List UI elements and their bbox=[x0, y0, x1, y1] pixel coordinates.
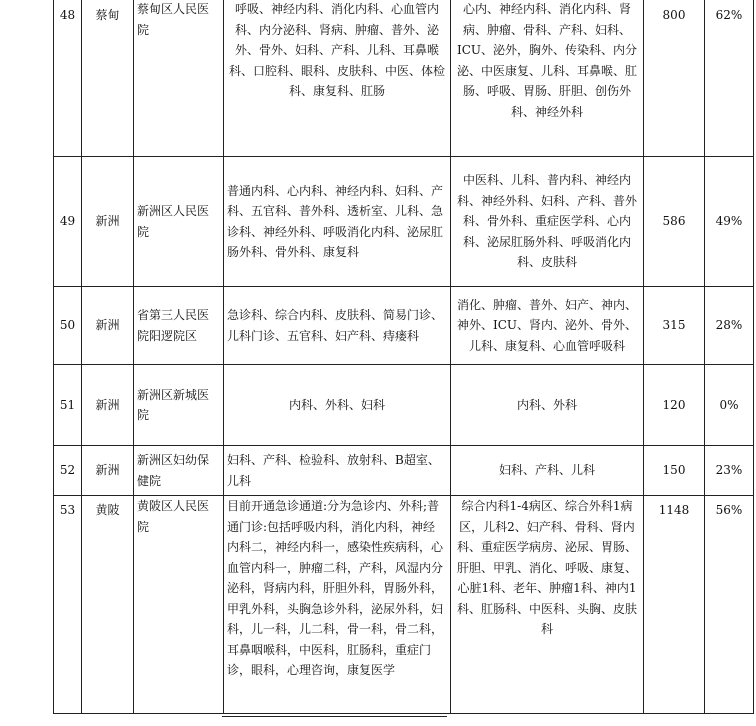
row-number: 48 bbox=[54, 0, 82, 157]
target-departments-cell: 消化、肿瘤、普外、妇产、神内、神外、ICU、肾内、泌外、骨外、儿科、康复科、心血管呼吸科 bbox=[451, 287, 644, 365]
ratio-cell: 0% bbox=[705, 365, 754, 446]
beds-cell: 586 bbox=[644, 157, 705, 287]
ratio-cell: 28% bbox=[705, 287, 754, 365]
hospital-name-cell: 新洲区妇幼保健院 bbox=[134, 446, 224, 496]
hospital-name-cell: 新洲区新城医院 bbox=[134, 365, 224, 446]
row-number: 53 bbox=[54, 496, 82, 714]
table-row bbox=[54, 157, 754, 287]
table-row bbox=[54, 0, 754, 157]
beds-cell: 120 bbox=[644, 365, 705, 446]
divider-line bbox=[222, 716, 447, 717]
open-departments-cell: 呼吸、神经内科、消化内科、心血管内科、内分泌科、肾病、肿瘤、普外、泌外、骨外、妇科、产科、儿科、耳鼻喉科、口腔科、眼科、皮肤科、中医、体检科、康复科、肛肠 bbox=[224, 0, 451, 157]
hospital-name-cell: 黄陂区人民医院 bbox=[134, 496, 224, 714]
beds-cell: 800 bbox=[644, 0, 705, 157]
open-departments-cell: 目前开通急诊通道:分为急诊内、外科;普通门诊:包括呼吸内科，消化内科，神经内科二，神经内科一，感染性疾病科，心血管内科一，肿瘤二科，产科，风湿内分泌科，肾病内科，肝胆外科，胃肠外科，甲乳外科，头胸急诊外科，泌尿外科，妇科，儿一科，儿二科，骨一科，骨二科，耳鼻咽喉科，中医科，肛肠科，重症门诊，眼科，心理咨询，康复医学 bbox=[224, 496, 451, 714]
district-cell: 蔡甸 bbox=[82, 0, 134, 157]
hospital-name-cell: 蔡甸区人民医院 bbox=[134, 0, 224, 157]
district-cell: 新洲 bbox=[82, 446, 134, 496]
open-departments-cell: 内科、外科、妇科 bbox=[224, 365, 451, 446]
table-row bbox=[54, 365, 754, 446]
ratio-cell: 62% bbox=[705, 0, 754, 157]
row-number: 52 bbox=[54, 446, 82, 496]
open-departments-cell: 急诊科、综合内科、皮肤科、简易门诊、儿科门诊、五官科、妇产科、痔瘘科 bbox=[224, 287, 451, 365]
beds-cell: 315 bbox=[644, 287, 705, 365]
table-row bbox=[54, 287, 754, 365]
hospital-table bbox=[53, 0, 754, 714]
table-row bbox=[54, 496, 754, 714]
ratio-cell: 56% bbox=[705, 496, 754, 714]
ratio-cell: 23% bbox=[705, 446, 754, 496]
district-cell: 新洲 bbox=[82, 287, 134, 365]
table-row bbox=[54, 446, 754, 496]
beds-cell: 150 bbox=[644, 446, 705, 496]
target-departments-cell: 内科、外科 bbox=[451, 365, 644, 446]
district-cell: 新洲 bbox=[82, 365, 134, 446]
ratio-cell: 49% bbox=[705, 157, 754, 287]
hospital-name-cell: 新洲区人民医院 bbox=[134, 157, 224, 287]
open-departments-cell: 妇科、产科、检验科、放射科、B超室、儿科 bbox=[224, 446, 451, 496]
beds-cell: 1148 bbox=[644, 496, 705, 714]
row-number: 51 bbox=[54, 365, 82, 446]
target-departments-cell: 中医科、儿科、普内科、神经内科、神经外科、妇科、产科、普外科、骨外科、重症医学科、心内科、泌尿肛肠外科、呼吸消化内科、皮肤科 bbox=[451, 157, 644, 287]
open-departments-cell: 普通内科、心内科、神经内科、妇科、产科、五官科、普外科、透析室、儿科、急诊科、神经外科、呼吸消化内科、泌尿肛肠外科、骨外科、康复科 bbox=[224, 157, 451, 287]
district-cell: 黄陂 bbox=[82, 496, 134, 714]
district-cell: 新洲 bbox=[82, 157, 134, 287]
target-departments-cell: 妇科、产科、儿科 bbox=[451, 446, 644, 496]
target-departments-cell: 综合内科1-4病区、综合外科1病区，儿科2、妇产科、骨科、肾内科、重症医学病房、泌尿、胃肠、肝胆、甲乳、消化、呼吸、康复、心脏1科、老年、肿瘤1科、神内1科、肛肠科、中医科、头胸、皮肤科 bbox=[451, 496, 644, 714]
row-number: 49 bbox=[54, 157, 82, 287]
target-departments-cell: 心内、神经内科、消化内科、肾病、肿瘤、骨科、产科、妇科、ICU、泌外，胸外、传染科、内分泌、中医康复、儿科、耳鼻喉、肛肠、呼吸、胃肠、肝胆、创伤外科、神经外科 bbox=[451, 0, 644, 157]
row-number: 50 bbox=[54, 287, 82, 365]
hospital-name-cell: 省第三人民医院阳逻院区 bbox=[134, 287, 224, 365]
